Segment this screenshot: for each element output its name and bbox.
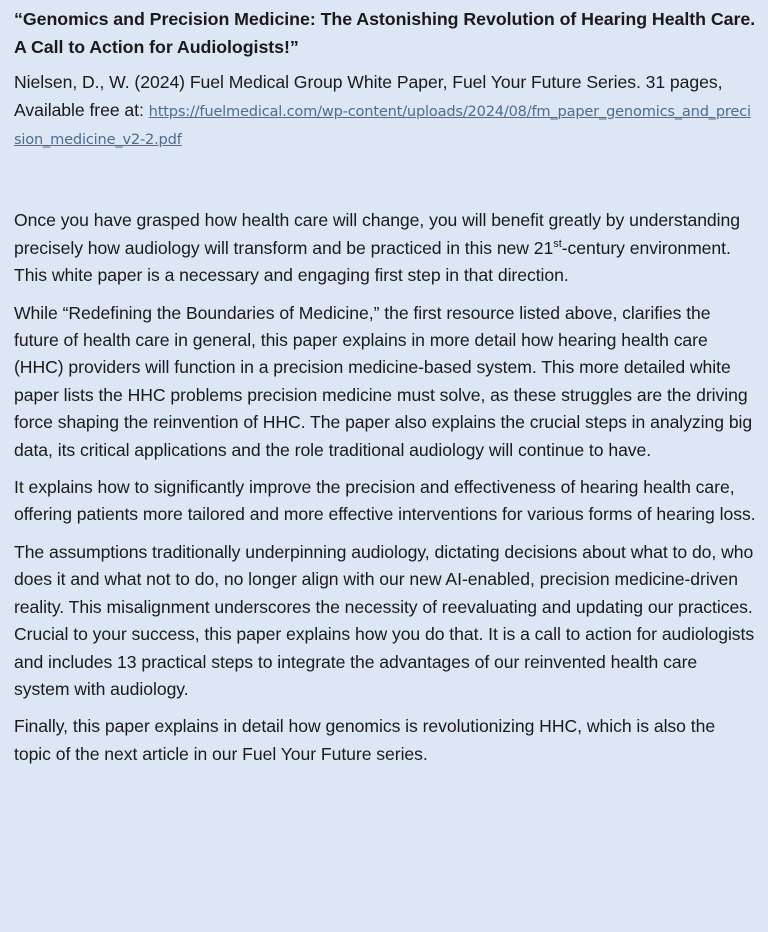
paragraph-1-text: Once you have grasped how health care will change, you will benefit greatly by understanding precisely how audiology will transform and be practiced in this new 21	[14, 210, 740, 258]
paragraph-1	[14, 207, 756, 289]
paragraph-5: Finally, this paper explains in detail how genomics is revolutionizing HHC, which is also the topic of the next article in our Fuel Your Future series.	[14, 716, 716, 764]
paragraph-4: The assumptions traditionally underpinning audiology, dictating decisions about what to do, who does it and what not to do, no longer align with our new AI-enabled, precision medicine-driven reality. This misalignment underscores the necessity of reevaluating and updating our practices. Crucial to your success, this paper explains how you do that. It is a call to action for audiologists and includes 13 practical steps to integrate the advantages of our reinvented health care system with audiology.	[14, 541, 755, 699]
paragraph-1-text-end: -century environment. This white paper is a necessary and engaging first step in that direction.	[14, 237, 731, 286]
citation-text: Nielsen, D., W. (2024) Fuel Medical Group White Paper, Fuel Your Future Series. 31 pages, Available free at:	[14, 72, 723, 120]
paper-link[interactable]: https://fuelmedical.com/wp-content/uploads/2024/08/fm_paper_genomics_and_precision_medicine_v2-2.pdf	[14, 102, 751, 148]
ordinal-suffix: st	[553, 237, 562, 250]
citation	[14, 69, 756, 153]
paragraph-3: It explains how to significantly improve the precision and effectiveness of hearing health care, offering patients more tailored and more effective interventions for various forms of hearing loss.	[14, 477, 756, 525]
article-title: “Genomics and Precision Medicine: The Astonishing Revolution of Hearing Health Care. A Call to Action for Audiologists!”	[14, 9, 756, 57]
paragraph-2: While “Redefining the Boundaries of Medicine,” the first resource listed above, clarifies the future of health care in general, this paper explains in more detail how hearing health care (HHC) providers will function in a precision medicine-based system. This more detailed white paper lists the HHC problems precision medicine must solve, as these struggles are the driving force shaping the reinvention of HHC. The paper also explains the crucial steps in analyzing big data, its critical applications and the role traditional audiology will continue to have.	[14, 302, 753, 460]
